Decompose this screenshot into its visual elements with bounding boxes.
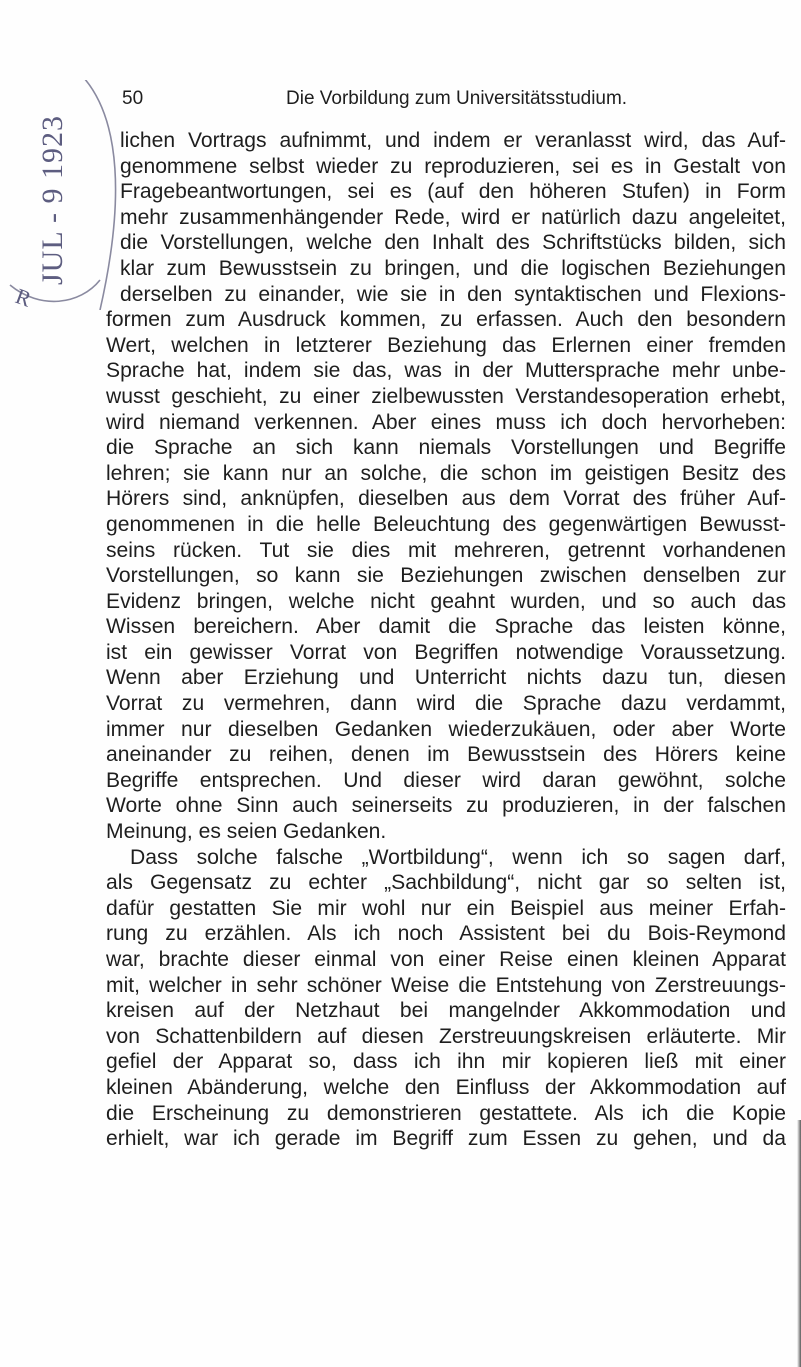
text-line: ist ein gewisser Vorrat von Begriffen notwendige Voraussetzung. <box>106 640 786 664</box>
page-edge-shadow <box>797 1120 801 1367</box>
text-line: erhielt, war ich gerade im Begriff zum Essen zu gehen, und da <box>106 1127 786 1151</box>
text-line: lichen Vortrags aufnimmt, und indem er veranlasst wird, das Auf- <box>120 129 786 152</box>
library-date-stamp <box>0 80 118 310</box>
text-line: die Vorstellungen, welche den Inhalt des Schriftstücks bilden, sich <box>120 231 786 255</box>
text-line: die Sprache an sich kann niemals Vorstellungen und Begriffe <box>106 436 786 460</box>
text-line: genommene selbst wieder zu reproduzieren, sei es in Gestalt von <box>120 154 786 178</box>
text-line: gefiel der Apparat so, dass ich ihn mir kopieren ließ mit einer <box>106 1050 786 1074</box>
running-header <box>122 84 762 114</box>
text-line: von Schattenbildern auf diesen Zerstreuungskreisen erläuterte. Mir <box>106 1024 786 1048</box>
stamp-graphic <box>0 80 118 310</box>
text-line: Wenn aber Erziehung und Unterricht nichts dazu tun, diesen <box>106 666 786 690</box>
text-line: als Gegensatz zu echter „Sachbildung“, nicht gar so selten ist, <box>106 871 786 895</box>
text-line: immer nur dieselben Gedanken wiederzukäuen, oder aber Worte <box>106 717 786 741</box>
svg-text:JUL - 9 1923: JUL - 9 1923 <box>36 114 69 285</box>
text-line: Wert, welchen in letzterer Beziehung das Erlernen einer fremden <box>106 333 786 357</box>
text-line: wird niemand verkennen. Aber eines muss ich doch hervorheben: <box>106 410 786 434</box>
text-line: Evidenz bringen, welche nicht geahnt wurden, und so auch das <box>106 589 786 613</box>
text-line: formen zum Ausdruck kommen, zu erfassen. Auch den besondern <box>106 308 786 332</box>
text-line: aneinander zu reihen, denen im Bewusstsein des Hörers keine <box>106 743 786 767</box>
text-line: Meinung, es seien Gedanken. <box>106 820 387 844</box>
text-line: Vorrat zu vermehren, dann wird die Sprache dazu verdammt, <box>106 692 786 716</box>
text-line: war, brachte dieser einmal von einer Reise einen kleinen Apparat <box>106 948 786 971</box>
text-line: Worte ohne Sinn auch seinerseits zu produzieren, in der falschen <box>106 794 786 818</box>
body-text <box>106 128 786 1152</box>
running-title: Die Vorbildung zum Universitätsstudium. <box>286 88 628 109</box>
text-line: genommenen in die helle Beleuchtung des gegenwärtigen Bewusst- <box>106 512 786 536</box>
svg-text:R: R <box>12 283 35 310</box>
text-line: Dass solche falsche „Wortbildung“, wenn ich so sagen darf, <box>130 845 786 869</box>
text-line: kleinen Abänderung, welche den Einfluss der Akkommodation auf <box>106 1075 786 1099</box>
text-line: Begriffe entsprechen. Und dieser wird daran gewöhnt, solche <box>106 768 786 792</box>
text-line: lehren; sie kann nur an solche, die schon im geistigen Besitz des <box>106 461 786 485</box>
text-line: Fragebeantwortungen, sei es (auf den höheren Stufen) in Form <box>120 180 786 204</box>
text-line: Sprache hat, indem sie das, was in der Muttersprache mehr unbe- <box>106 359 786 383</box>
text-line: rung zu erzählen. Als ich noch Assistent bei du Bois-Reymond <box>106 922 786 946</box>
text-line: Wissen bereichern. Aber damit die Sprache das leisten könne, <box>106 615 786 639</box>
text-line: die Erscheinung zu demonstrieren gestattete. Als ich die Kopie <box>106 1101 786 1125</box>
page-number: 50 <box>122 88 144 109</box>
text-line: wusst geschieht, zu einer zielbewussten Verstandesoperation erhebt, <box>106 384 786 408</box>
text-line: klar zum Bewusstsein zu bringen, und die logischen Beziehungen <box>120 256 786 280</box>
text-line: mehr zusammenhängender Rede, wird er natürlich dazu angeleitet, <box>120 205 786 229</box>
text-line: mit, welcher in sehr schöner Weise die Entstehung von Zerstreuungs- <box>106 973 786 997</box>
text-line: Vorstellungen, so kann sie Beziehungen zwischen denselben zur <box>106 564 786 588</box>
text-line: seins rücken. Tut sie dies mit mehreren, getrennt vorhandenen <box>106 538 786 562</box>
text-line: dafür gestatten Sie mir wohl nur ein Beispiel aus meiner Erfah- <box>106 896 786 920</box>
text-line: Hörers sind, anknüpfen, dieselben aus dem Vorrat des früher Auf- <box>106 487 786 511</box>
text-line: derselben zu einander, wie sie in den syntaktischen und Flexions- <box>120 282 786 306</box>
text-line: kreisen auf der Netzhaut bei mangelnder Akkommodation und <box>106 999 786 1023</box>
